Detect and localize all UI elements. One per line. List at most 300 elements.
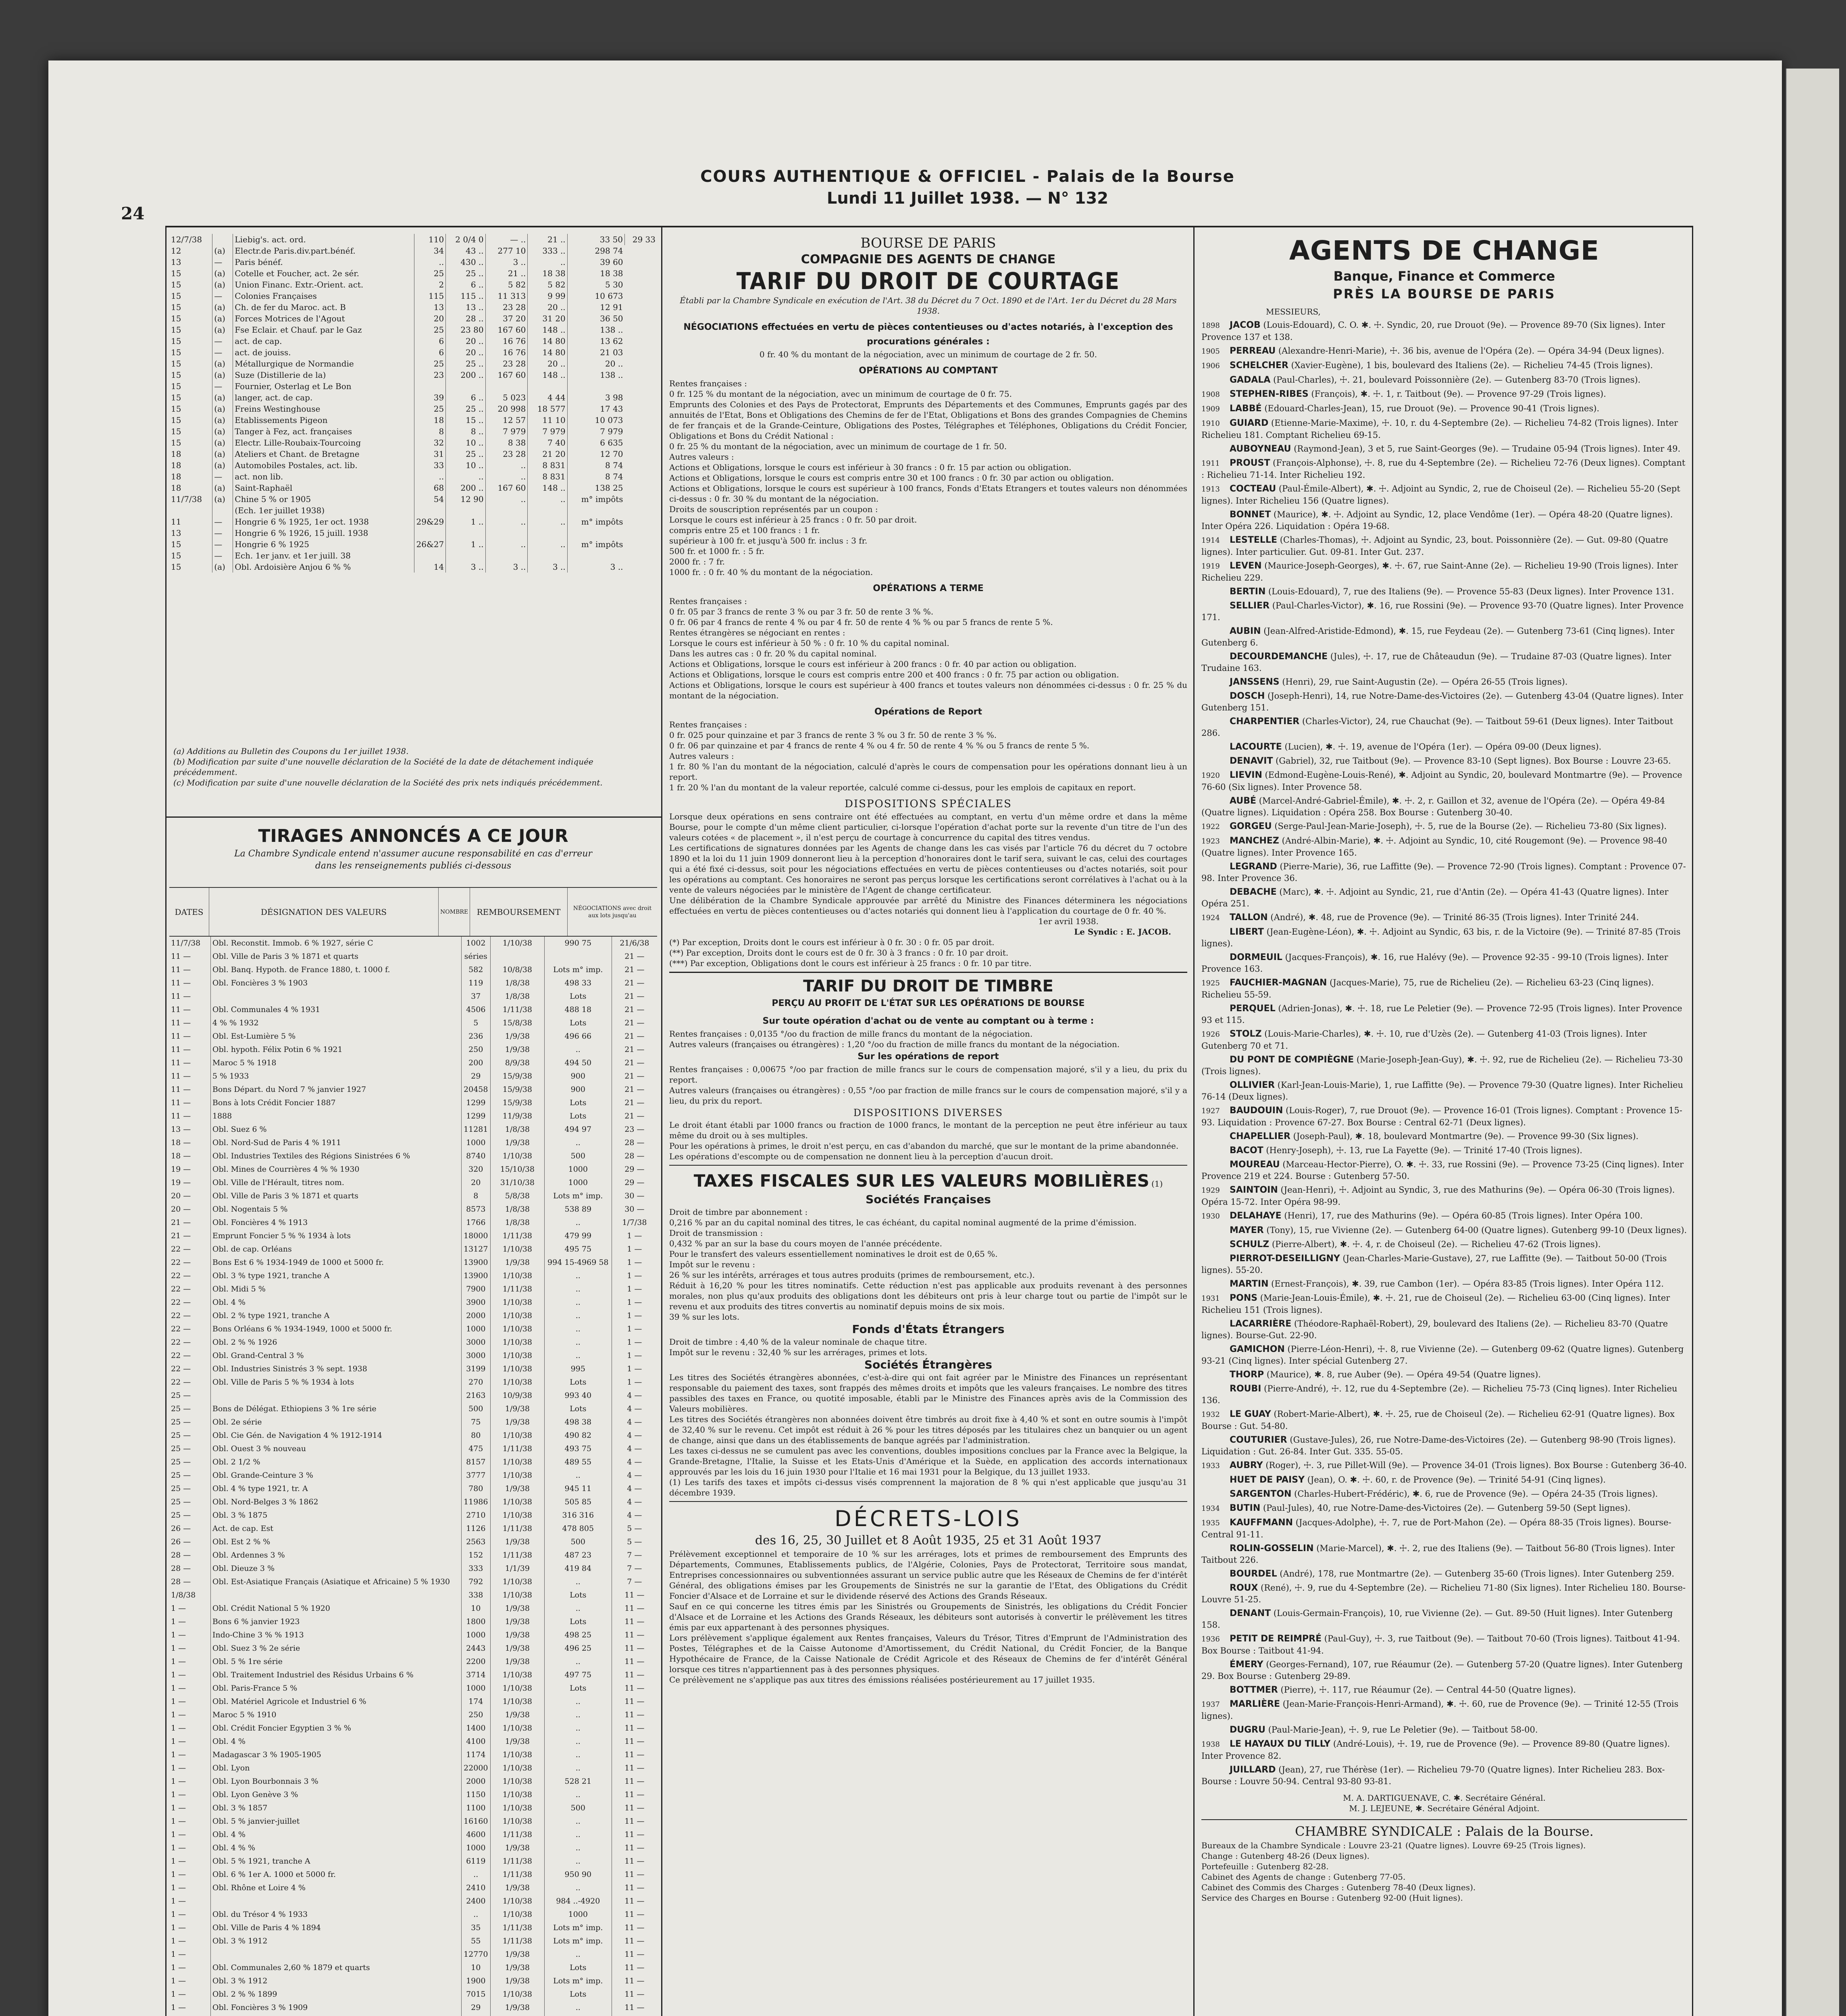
tirage-cell: Obl. Foncières 3 % 1903 [210, 977, 461, 990]
agent-name: PROUST [1230, 458, 1270, 468]
societes-etrangeres-body [669, 1372, 1187, 1498]
agent-entry [1201, 795, 1687, 818]
coupon-cell: — [212, 471, 233, 482]
tirage-cell: 11 — [624, 1923, 645, 1932]
tirage-cell: 2163 [461, 1389, 490, 1402]
tirage-cell: Obl. Ville de Paris 5 % % 1934 à lots [210, 1376, 461, 1389]
tirage-row [169, 1735, 657, 1748]
agent-entry [1201, 1543, 1687, 1566]
agent-name: SCHELCHER [1230, 360, 1288, 371]
tirage-cell: 487 23 [544, 1549, 612, 1562]
coupon-cell: 23 28 [485, 448, 528, 460]
tirage-cell: Obl. Suez 6 % [210, 1123, 461, 1136]
coupon-row [169, 561, 657, 573]
tirage-cell: Obl. 2e série [210, 1416, 461, 1429]
tirage-cell: 5 — [627, 1537, 642, 1546]
tirage-cell: 1 — [627, 1285, 642, 1293]
comptant-line: 0 fr. 125 % du montant de la négociation, avec un minimum de courtage de 0 fr. 75. [669, 389, 1012, 399]
tirage-cell: Obl. hypoth. Félix Potin 6 % 1921 [210, 1043, 461, 1056]
tirage-row [169, 1402, 657, 1416]
agent-name: DENANT [1230, 1608, 1271, 1618]
coupon-cell: 25 [414, 268, 446, 279]
coupon-cell: 5 82 [528, 279, 567, 290]
tirage-cell: 1/8/38 [490, 1203, 544, 1216]
tirage-row [169, 1349, 657, 1362]
coupon-cell: 6 [414, 347, 446, 358]
coupon-row [169, 482, 657, 494]
tirage-cell: 20 — [169, 1189, 210, 1203]
terme-line: Dans les autres cas : 0 fr. 20 % du capital nominal. [669, 649, 877, 658]
coupon-row [169, 268, 657, 279]
tirage-cell: 5 % 1933 [210, 1070, 461, 1083]
agent-details: (Paul-Guy), ☩. 3, rue Taitbout (9e). — Taitbout 70-60 (Trois lignes). Taitbout 41-94. Box Bourse : Taitbout 41-94. [1201, 1634, 1680, 1656]
coupon-cell: .. [485, 460, 528, 471]
agent-name: SELLIER [1230, 601, 1270, 611]
tirage-cell: .. [461, 1908, 490, 1921]
agent-year: 1925 [1201, 979, 1220, 987]
agent-year: 1931 [1201, 1294, 1220, 1303]
tirage-row [169, 1456, 657, 1469]
coupon-cell: 148 .. [528, 324, 567, 335]
tirage-cell: 1/11/38 [490, 1549, 544, 1562]
agent-entry [1201, 912, 1687, 924]
tirage-cell: 11 — [169, 1070, 210, 1083]
agent-entry [1201, 1369, 1687, 1381]
th-remboursement: REMBOURSEMENT [470, 888, 568, 936]
socfr-line: Réduit à 16,20 % pour les titres nominatifs. Cette réduction n'est pas applicable aux produits revenant à des personnes morales, non plus qu'aux produits des obligations dont les débiteurs ont pris à leur charge tout ou partie de l'impôt sur le revenu et aux produits des titres convertis au nominatif depuis moins de six mois. [669, 1281, 1187, 1311]
tirage-cell: 498 25 [544, 1629, 612, 1642]
tirage-cell: .. [544, 1655, 612, 1668]
coupon-cell: 1 .. [446, 516, 485, 527]
tirage-cell: Obl. Lyon Genève 3 % [210, 1788, 461, 1801]
tirage-cell: Lots [544, 1376, 612, 1389]
tirage-cell: 538 89 [544, 1203, 612, 1216]
tirage-cell: 1/11/38 [490, 1522, 544, 1535]
coupon-cell: (a) [212, 460, 233, 471]
tirage-cell: 11 — [624, 1830, 645, 1839]
tirage-cell: 31/10/38 [490, 1176, 544, 1189]
tirages-table-wrap [169, 887, 657, 2016]
agent-name: SAINTOIN [1230, 1185, 1278, 1195]
agent-entry [1201, 1105, 1687, 1128]
agent-name: DORMEUIL [1230, 952, 1282, 962]
coupon-cell: 8 831 [528, 460, 567, 471]
agent-details: (Marie-Joseph-Jean-Guy), ✱. ☩. 92, rue de Richelieu (2e). — Richelieu 73-30 (Trois lignes). [1201, 1055, 1683, 1076]
agent-entry [1201, 534, 1687, 558]
coupon-cell: Tanger à Fez, act. françaises [233, 426, 414, 437]
tirage-row [169, 1469, 657, 1482]
secretary-general: M. A. DARTIGUENAVE, C. ✱. Secrétaire Général. [1343, 1793, 1546, 1803]
agent-name: ROUBI [1230, 1384, 1261, 1394]
tirage-cell: Obl. 3 % 1875 [210, 1509, 461, 1522]
agent-name: LABBÉ [1230, 404, 1262, 414]
agent-name: COCTEAU [1230, 484, 1276, 494]
agent-name: DENAVIT [1230, 756, 1273, 766]
tirage-cell: 792 [461, 1575, 490, 1589]
tirage-cell: Obl. Traitement Industriel des Résidus Urbains 6 % [210, 1668, 461, 1682]
tirage-cell: 1/9/38 [490, 1841, 544, 1855]
agent-name: PONS [1230, 1293, 1258, 1303]
coupon-cell: act. de cap. [233, 335, 414, 347]
agent-details: (André-Albin-Marie), ✱. ☩. Adjoint au Syndic, 10, cité Rougemont (9e). — Provence 98-40 (Quatre lignes). Inter Provence 165. [1201, 836, 1667, 858]
coupon-cell: m° impôts [581, 494, 623, 504]
th-nombre: NOMBRE [439, 888, 470, 936]
tirage-cell: 3000 [461, 1336, 490, 1349]
tirage-row [169, 1495, 657, 1509]
chambre-title: CHAMBRE SYNDICALE : Palais de la Bourse. [1295, 1824, 1594, 1839]
tirage-cell: Obl. Lyon Bourbonnais 3 % [210, 1775, 461, 1788]
timbre-title: TARIF DU DROIT DE TIMBRE [803, 977, 1053, 996]
agent-year: 1922 [1201, 823, 1220, 831]
tirage-cell: .. [544, 1043, 612, 1056]
coupon-cell: 31 [414, 448, 446, 460]
coupon-cell: Ateliers et Chant. de Bretagne [233, 448, 414, 460]
coupon-row [169, 392, 657, 403]
tirage-cell: 1 — [169, 1935, 210, 1948]
agent-year: 1926 [1201, 1030, 1220, 1039]
timbre-line: Autres valeurs (françaises ou étrangères) : 1,20 °/oo du fraction de mille francs du montant de la négociation. [669, 1039, 1120, 1049]
tirage-cell: 21 — [624, 992, 645, 1001]
coupon-cell: 12 57 [485, 414, 528, 426]
coupon-cell: Etablissements Pigeon [233, 414, 414, 426]
tirage-cell: .. [544, 1602, 612, 1615]
coupon-cell: 8 74 [605, 472, 623, 481]
coupon-cell: 18 [414, 414, 446, 426]
tirage-cell: 11 — [169, 1016, 210, 1030]
tirage-cell: 11 — [169, 977, 210, 990]
timbre-dispo-title: DISPOSITIONS DIVERSES [853, 1107, 1003, 1118]
tirage-cell: 1/10/38 [490, 1509, 544, 1522]
coupon-cell: 167 60 [485, 482, 528, 494]
agent-details: (Etienne-Marie-Maxime), ☩. 10, r. du 4-Septembre (2e). — Richelieu 74-82 (Trois lignes). Inter Richelieu 181. Comptant Richelieu 69-15. [1201, 418, 1678, 440]
header-date: Lundi 11 Juillet 1938. — N° 132 [826, 189, 1109, 208]
tirage-cell: 900 [544, 1070, 612, 1083]
tirage-cell: 1/10/38 [490, 1748, 544, 1762]
agent-year: 1938 [1201, 1740, 1220, 1749]
tirage-cell: 11 — [624, 1817, 645, 1826]
coupon-cell: 3 .. [446, 561, 485, 573]
coupon-cell: 15 [169, 381, 212, 392]
agent-details: (Edouard-Charles-Jean), 15, rue Drouot (9e). — Provence 90-41 (Trois lignes). [1264, 404, 1600, 413]
tirage-row [169, 1961, 657, 1974]
agent-details: (Henri), 29, rue Saint-Augustin (2e). — Opéra 26-55 (Trois lignes). [1282, 677, 1568, 687]
agent-entry [1201, 374, 1687, 386]
tirage-cell: 11 — [624, 1883, 645, 1892]
tirage-cell: 990 75 [544, 937, 612, 950]
coupon-cell: Forces Motrices de l'Agout [233, 313, 414, 324]
terme-line: 0 fr. 05 par 3 francs de rente 3 % ou par 3 fr. 50 de rente 3 % %. [669, 607, 934, 616]
tirage-cell: 1/10/38 [490, 1243, 544, 1256]
coupon-cell: — [212, 539, 233, 550]
negociations-line: 0 fr. 40 % du montant de la négociation, avec un minimum de courtage de 2 fr. 50. [759, 350, 1097, 359]
coupon-cell: 110 [414, 234, 446, 245]
tirage-cell: Obl. 5 % 1921, tranche A [210, 1855, 461, 1868]
tirage-row [169, 1309, 657, 1322]
coupon-cell: (a) [212, 494, 233, 505]
top-rule [165, 226, 1693, 227]
tirage-cell: Lots m° imp. [544, 1935, 612, 1948]
coupon-cell: 25 .. [446, 403, 485, 414]
coupon-cell: 14 80 [528, 347, 567, 358]
coupon-cell: 15 [169, 302, 212, 313]
tirage-cell: 950 90 [544, 1868, 612, 1881]
coupon-cell: Colonies Françaises [233, 290, 414, 302]
tirage-cell: Lots m° imp. [544, 963, 612, 977]
tirage-cell: 1/11/38 [490, 1855, 544, 1868]
tirage-cell: 505 85 [544, 1495, 612, 1509]
tirage-row [169, 1868, 657, 1881]
tirage-cell: 21 — [624, 1098, 645, 1107]
tirage-row [169, 977, 657, 990]
agent-name: OLLIVIER [1230, 1080, 1275, 1090]
tirage-cell: 4 — [627, 1444, 642, 1453]
coupon-cell: 138 25 [595, 483, 623, 493]
socetr-line: Les taxes ci-dessus ne se cumulent pas avec les conventions, doubles impositions conclues par la France avec la Belgique, la Grande-Bretagne, l'Italie, la Suisse et les Etats-Unis d'Amérique et la Suède, en application des accords internationaux approuvés par les lois du 16 juin 1930 pour l'Italie et 16 mai 1931 pour la Belgique, du 13 juillet 1933. [669, 1446, 1187, 1477]
tirage-row [169, 1575, 657, 1589]
coupon-cell: 5 023 [485, 392, 528, 403]
tirage-row [169, 1509, 657, 1522]
coupon-cell: 29 33 [632, 235, 656, 244]
agent-year: 1906 [1201, 362, 1220, 370]
coupon-cell: 13 .. [446, 302, 485, 313]
agent-year: 1932 [1201, 1410, 1220, 1419]
ops-comptant-title: OPÉRATIONS AU COMPTANT [859, 366, 998, 376]
agent-entry [1201, 560, 1687, 583]
agent-details: (Jean-Alfred-Aristide-Edmond), ✱. 15, rue Feydeau (2e). — Gutenberg 73-61 (Cinq lignes). Inter Gutenberg 6. [1201, 626, 1675, 648]
timbre-subtitle: PERÇU AU PROFIT DE L'ÉTAT SUR LES OPÉRATIONS DE BOURSE [772, 998, 1085, 1008]
tirage-cell: 11 — [169, 1096, 210, 1110]
coupon-cell: .. [528, 256, 567, 268]
page-edge [1786, 69, 1839, 2016]
tirage-row [169, 1389, 657, 1402]
tirage-cell: Obl. 4 % [210, 1828, 461, 1841]
tirage-cell: .. [544, 1695, 612, 1708]
agent-name: STEPHEN-RIBES [1230, 389, 1309, 399]
coupon-cell: 16 76 [485, 335, 528, 347]
tirage-cell: 475 [461, 1442, 490, 1456]
coupon-cell: 25 [414, 324, 446, 335]
tirage-cell: 5 [461, 1016, 490, 1030]
coupon-cell: Hongrie 6 % 1925 [233, 539, 414, 550]
agent-entry [1201, 886, 1687, 909]
tirage-cell: Lots [544, 1096, 612, 1110]
tirage-row [169, 1096, 657, 1110]
agent-entry [1201, 1633, 1687, 1656]
tirage-cell: 1 — [169, 1988, 210, 2001]
tirage-cell: 500 [544, 1150, 612, 1163]
tirage-row [169, 1895, 657, 1908]
tirage-cell: 11 — [624, 1684, 645, 1693]
agent-name: MANCHEZ [1230, 836, 1279, 846]
tirage-cell: 75 [461, 1416, 490, 1429]
coupon-row [169, 245, 657, 256]
tirage-cell: 11 — [169, 963, 210, 977]
tirage-cell: 1 — [169, 1615, 210, 1629]
tirage-cell: 1/10/38 [490, 1495, 544, 1509]
coupon-cell: 15 [169, 392, 212, 403]
tirage-cell: 18000 [461, 1229, 490, 1243]
agent-details: (Paul-Marie-Jean), ☩. 9, rue Le Peletier (9e). — Taitbout 58-00. [1268, 1725, 1538, 1735]
tirage-row [169, 1176, 657, 1189]
coupon-cell [485, 381, 528, 392]
agent-details: (Paul-Charles), ☩. 21, boulevard Poissonnière (2e). — Gutenberg 83-70 (Trois lignes). [1273, 375, 1641, 385]
coupon-cell [414, 550, 446, 561]
tirage-row [169, 1296, 657, 1309]
taxes-title-wrap [669, 1170, 1187, 1192]
tirage-cell: 1/10/38 [490, 1309, 544, 1322]
tirage-cell: 1 — [627, 1351, 642, 1360]
tirage-cell: 1/9/38 [490, 1708, 544, 1722]
agent-name: MARTIN [1230, 1279, 1269, 1289]
coupon-cell: 12 [169, 245, 212, 256]
coupon-cell: Electr.de Paris.div.part.bénéf. [233, 245, 414, 256]
tirage-cell: 6119 [461, 1855, 490, 1868]
agent-name: COUTURIER [1230, 1435, 1287, 1445]
comptant-line: Emprunts des Colonies et des Pays de Protectorat, Emprunts des Départements et des Communes, Emprunts gagés par des annuités de l'Etat, Bons et Obligations des Chemins de fer de l'Etat, Obligations et Bons des grandes Compagnies de Chemins de fer français et de la Grande-Ceinture, Obligations des Postes, Télégraphes et Téléphones, Obligations du Crédit Foncier, Obligations et Bons du Crédit National : [669, 400, 1187, 441]
agent-entry [1201, 755, 1687, 767]
tirage-cell: 1/9/38 [490, 1416, 544, 1429]
coupon-cell: 18 [169, 460, 212, 471]
tirage-cell: 3900 [461, 1296, 490, 1309]
middle-column [669, 234, 1187, 2016]
tirage-cell: 1/9/38 [490, 1402, 544, 1416]
tirage-cell: 21/6/38 [620, 939, 649, 948]
tirage-cell: 22 — [169, 1243, 210, 1256]
agent-details: (Jacques-Adolphe), ☩. 7, rue de Port-Mahon (2e). — Opéra 88-35 (Trois lignes). Bourse-Central 91-11. [1201, 1518, 1671, 1539]
tirage-cell: Obl. Ville de Paris 3 % 1871 et quarts [210, 950, 461, 963]
timbre-report-line: Autres valeurs (françaises ou étrangères) : 0,55 °/oo par fraction de mille francs sur le cours de compensation majoré, s'il y a lieu, du prix du report. [669, 1085, 1187, 1106]
agent-entry [1201, 835, 1687, 858]
tirage-row [169, 1535, 657, 1549]
tirage-cell: 1 — [169, 2001, 210, 2014]
agent-name: LACARRIÈRE [1230, 1319, 1292, 1329]
coupon-cell: Liebig's. act. ord. [233, 234, 414, 245]
tirage-cell: 11 — [624, 1604, 645, 1613]
tirage-cell: 21 — [624, 1085, 645, 1094]
tirage-cell: 2000 [461, 1775, 490, 1788]
taxes-title: TAXES FISCALES SUR LES VALEURS MOBILIÈRES [693, 1171, 1149, 1191]
tirage-cell: 11 — [624, 1777, 645, 1786]
coupon-cell: 25 [414, 403, 446, 414]
agent-details: (Lucien), ✱. ☩. 19, avenue de l'Opéra (1er). — Opéra 09-00 (Deux lignes). [1284, 742, 1602, 752]
agent-details: (Paul-Jules), 40, rue Notre-Dame-des-Victoires (2e). — Gutenberg 59-50 (Sept lignes). [1263, 1503, 1631, 1513]
tirage-row [169, 1150, 657, 1163]
coupon-cell [567, 550, 624, 561]
comptant-line: Autres valeurs : [669, 452, 734, 462]
agent-name: LACOURTE [1230, 742, 1282, 752]
timbre-head: Sur toute opération d'achat ou de vente au comptant ou à terme : [762, 1016, 1094, 1026]
tirage-cell: 8573 [461, 1203, 490, 1216]
tirage-cell: 1/10/38 [490, 1695, 544, 1708]
tirage-cell: 1174 [461, 1748, 490, 1762]
agent-name: BONNET [1230, 510, 1271, 520]
agent-name: BOTTMER [1230, 1685, 1278, 1695]
coupon-row [169, 347, 657, 358]
tirage-cell [461, 2014, 490, 2016]
report-line: Rentes françaises : [669, 720, 747, 729]
tirage-cell [544, 2014, 612, 2016]
dispositions-body [669, 811, 1187, 916]
tirage-cell: 1 — [169, 1828, 210, 1841]
tirage-cell: 21 — [624, 1045, 645, 1054]
tirage-row [169, 1562, 657, 1575]
tirage-cell: 1888 [210, 1110, 461, 1123]
tirage-row [169, 963, 657, 977]
tirage-cell: 8157 [461, 1456, 490, 1469]
agent-entry [1201, 1502, 1687, 1514]
coupon-cell: Fse Eclair. et Chauf. par le Gaz [233, 324, 414, 335]
agent-details: (Marcel-André-Gabriel-Émile), ✱. ☩. 2, r. Gaillon et 32, avenue de l'Opéra (2e). — Opéra 49-84 (Quatre lignes). Liquidation : Opéra 258. Box Bourse : Gutenberg 30-40. [1201, 796, 1665, 817]
socfr-line: 0,216 % par an du capital nominal des titres, le cas échéant, du capital nominal augmenté de la prime d'émission. [669, 1218, 1137, 1227]
tirage-cell: 1 — [627, 1245, 642, 1254]
tirage-row [169, 1921, 657, 1935]
tirage-cell: 1/10/38 [490, 1589, 544, 1602]
agent-details: (Serge-Paul-Jean-Marie-Joseph), ☩. 5, rue de la Bourse (2e). — Richelieu 73-80 (Six lignes). [1274, 821, 1667, 831]
agent-name: ROLIN-GOSSELIN [1230, 1543, 1314, 1554]
tirage-row [169, 1429, 657, 1442]
agent-entry [1201, 483, 1687, 506]
tirage-cell: 22 — [169, 1269, 210, 1283]
agent-entry [1201, 1764, 1687, 1787]
timbre-dispo-line: Les opérations d'escompte ou de compensation ne donnent lieu à la perception d'aucun droit. [669, 1152, 1053, 1161]
tirage-cell: 494 97 [544, 1123, 612, 1136]
coupon-cell: 115 [414, 290, 446, 302]
tirage-cell: 1/9/38 [490, 1535, 544, 1549]
comptant-line: Rentes françaises : [669, 379, 747, 388]
coupon-cell: (a) [212, 437, 233, 448]
coupon-cell: 15 [169, 279, 212, 290]
tirage-row [169, 1748, 657, 1762]
tirage-cell: 1/9/38 [490, 1948, 544, 1961]
tirage-cell: 1 — [169, 1895, 210, 1908]
tirage-cell: 11 — [624, 1750, 645, 1759]
tirage-cell: 582 [461, 963, 490, 977]
agent-details: (Louis-Germain-François), 10, rue Vivienne (2e). — Gut. 89-50 (Huit lignes). Inter Gutenberg 158. [1201, 1608, 1673, 1630]
tirage-cell: Bons de Délégat. Ethiopiens 3 % 1re série [210, 1402, 461, 1416]
agent-details: (Jacques-François), ✱. 16, rue Halévy (9e). — Provence 92-35 - 99-10 (Trois lignes). Inter Provence 163. [1201, 952, 1668, 974]
coupon-cell: 18 38 [600, 269, 623, 278]
tirage-cell: Obl. Ardennes 3 % [210, 1549, 461, 1562]
tirage-row [169, 1189, 657, 1203]
coupon-cell: 37 20 [485, 313, 528, 324]
coupon-cell: 7 979 [528, 426, 567, 437]
coupon-notes [173, 746, 653, 810]
coupon-row [169, 358, 657, 369]
tirage-cell: 995 [544, 1362, 612, 1376]
agent-entry [1201, 600, 1687, 623]
coupon-cell: Ch. de fer du Maroc. act. B [233, 302, 414, 313]
tirage-cell: 25 — [169, 1416, 210, 1429]
agent-details: (André), ✱. 48, rue de Provence (9e). — Trinité 86-35 (Trois lignes). Inter Trinité 244. [1270, 912, 1639, 922]
tirage-cell: 1 — [169, 1668, 210, 1682]
coupon-cell [446, 381, 485, 392]
tirage-cell: 1 — [169, 1855, 210, 1868]
agent-details: (Gabriel), 32, rue Taitbout (9e). — Provence 83-10 (Sept lignes). Box Bourse : Louvre 23-65. [1276, 756, 1671, 766]
coupon-row [169, 290, 657, 302]
tirage-row [169, 1123, 657, 1136]
tirage-cell: 4 — [627, 1471, 642, 1480]
coupon-cell: Saint-Raphaël [233, 482, 414, 494]
tirage-cell: 1 — [169, 1642, 210, 1655]
tirage-cell: Obl. Est-Asiatique Français (Asiatique et Africaine) 5 % 1930 [210, 1575, 461, 1589]
tirage-cell: 984 ..-4920 [544, 1895, 612, 1908]
terme-line: Actions et Obligations, lorsque le cours est inférieur à 200 francs : 0 fr. 40 par action ou obligation. [669, 659, 1077, 669]
coupon-cell: 15 [169, 335, 212, 347]
coupon-cell: 20 .. [446, 347, 485, 358]
tirage-row [169, 1855, 657, 1868]
tirage-row [169, 1935, 657, 1948]
tirage-cell: 1 — [627, 1258, 642, 1267]
